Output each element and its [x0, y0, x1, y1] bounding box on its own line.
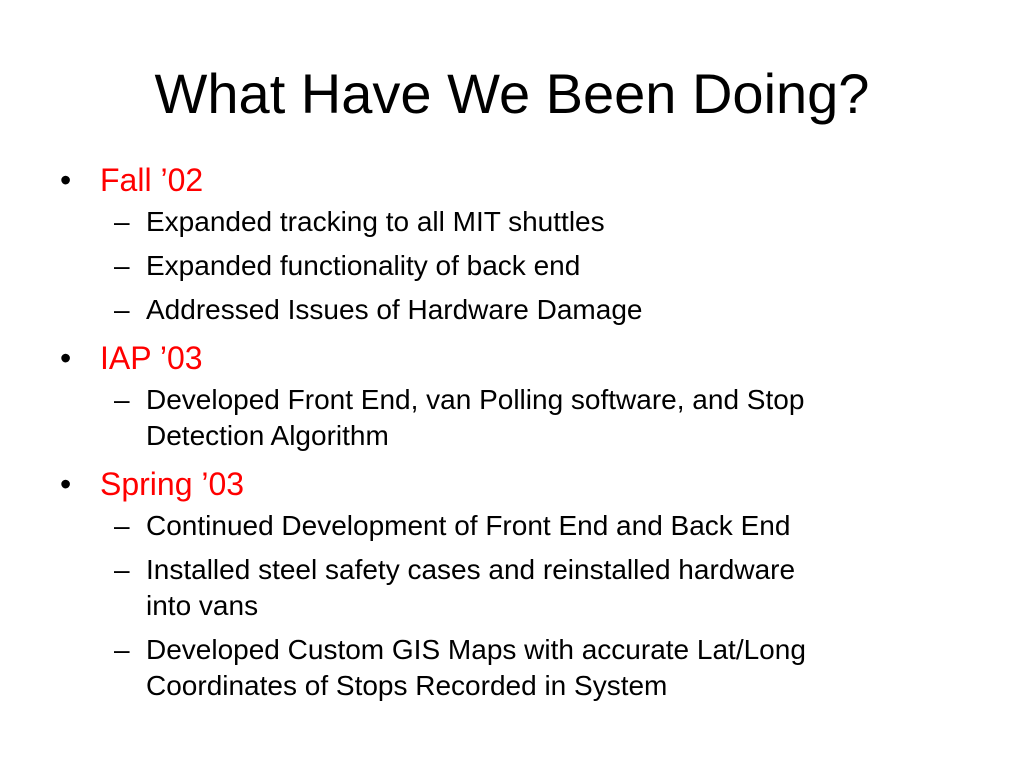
sub-item-text-continued: Coordinates of Stops Recorded in System	[146, 670, 668, 701]
bullet-dot-icon: •	[60, 162, 72, 198]
sub-item-text: Expanded functionality of back end	[146, 250, 581, 281]
section-spring-03	[56, 462, 986, 704]
dash-icon: –	[114, 634, 130, 665]
sub-list	[56, 382, 986, 454]
dash-icon: –	[114, 554, 130, 585]
bullet-dot-icon: •	[60, 466, 72, 502]
dash-icon: –	[114, 294, 130, 325]
sub-item	[56, 248, 986, 284]
section-heading: IAP ’03	[100, 340, 203, 376]
bullet-item	[56, 158, 986, 202]
slide-content	[56, 158, 986, 712]
sub-item	[56, 292, 986, 328]
sub-item	[56, 204, 986, 240]
section-heading: Spring ’03	[100, 466, 245, 502]
sub-list	[56, 508, 986, 704]
section-fall-02	[56, 158, 986, 328]
sub-list	[56, 204, 986, 328]
bullet-item	[56, 336, 986, 380]
slide-title: What Have We Been Doing?	[154, 62, 870, 125]
section-iap-03	[56, 336, 986, 454]
sub-item-text: Installed steel safety cases and reinstalled hardware	[146, 554, 796, 585]
dash-icon: –	[114, 384, 130, 415]
dash-icon: –	[114, 510, 130, 541]
sub-item-text: Developed Front End, van Polling software, and Stop	[146, 384, 805, 415]
sub-item	[56, 382, 986, 454]
sub-item	[56, 508, 986, 544]
sub-item-text: Expanded tracking to all MIT shuttles	[146, 206, 605, 237]
bullet-item	[56, 462, 986, 506]
dash-icon: –	[114, 250, 130, 281]
section-heading: Fall ’02	[100, 162, 204, 198]
sub-item-text: Addressed Issues of Hardware Damage	[146, 294, 643, 325]
sub-item-text: Developed Custom GIS Maps with accurate Lat/Long	[146, 634, 806, 665]
sub-item	[56, 552, 986, 624]
bullet-dot-icon: •	[60, 340, 72, 376]
dash-icon: –	[114, 206, 130, 237]
sub-item-text-continued: into vans	[146, 590, 259, 621]
sub-item-text: Continued Development of Front End and Back End	[146, 510, 791, 541]
sub-item-text-continued: Detection Algorithm	[146, 420, 389, 451]
sub-item	[56, 632, 986, 704]
